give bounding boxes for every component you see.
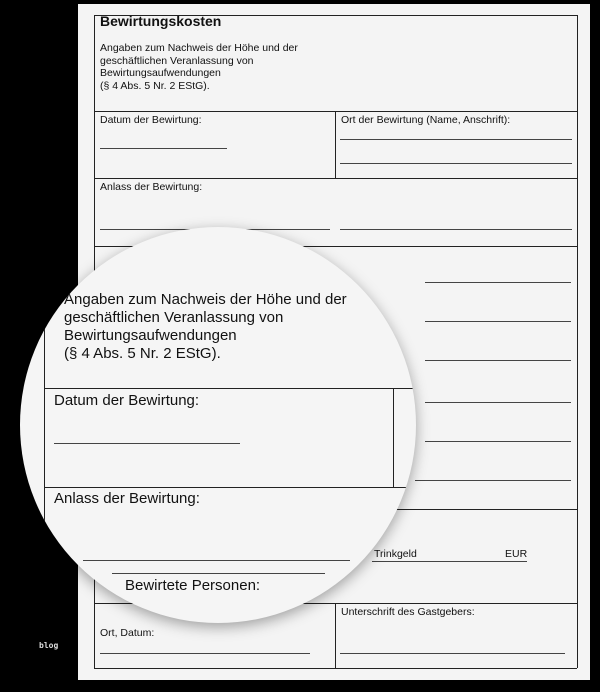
column-divider	[335, 111, 336, 178]
date-field[interactable]	[100, 148, 227, 149]
form-intro: Angaben zum Nachweis der Höhe und der geschäftlichen Veranlassung von Bewirtungsaufwendungen (§ 4 Abs. 5 Nr. 2 EStG).	[100, 42, 298, 92]
host-signature-field[interactable]	[340, 653, 565, 654]
place-date-field[interactable]	[100, 653, 310, 654]
magnified-occasion-label: Anlass der Bewirtung:	[54, 490, 200, 507]
place-field-line-2[interactable]	[340, 163, 572, 164]
column-divider	[335, 603, 336, 668]
magnified-date-label: Datum der Bewirtung:	[54, 392, 200, 409]
tip-amount-field[interactable]	[372, 561, 527, 562]
place-date-label: Ort, Datum:	[100, 627, 155, 639]
guests-line[interactable]	[425, 282, 571, 283]
border-bottom	[94, 668, 577, 669]
border-right	[577, 15, 578, 668]
guests-line[interactable]	[425, 441, 571, 442]
magnified-column-divider	[393, 388, 394, 487]
form-title: Bewirtungskosten	[100, 13, 222, 29]
guests-line[interactable]	[425, 360, 571, 361]
magnifier-lens	[20, 227, 416, 623]
host-signature-label: Unterschrift des Gastgebers:	[341, 606, 475, 618]
date-label: Datum der Bewirtung:	[100, 114, 202, 126]
place-label: Ort der Bewirtung (Name, Anschrift):	[341, 114, 511, 126]
magnified-occasion-line	[83, 560, 350, 561]
occasion-field-line-2[interactable]	[340, 229, 572, 230]
magnified-row-divider	[44, 388, 416, 389]
magnified-intro: Angaben zum Nachweis der Höhe und der geschäftlichen Veranlassung von Bewirtungsaufwendungen (§ 4 Abs. 5 Nr. 2 EStG).	[64, 291, 347, 362]
magnified-row-divider	[44, 487, 416, 488]
guests-line[interactable]	[425, 402, 571, 403]
currency-label: EUR	[505, 548, 528, 560]
guests-line[interactable]	[415, 480, 571, 481]
place-field-line-1[interactable]	[340, 139, 572, 140]
occasion-label: Anlass der Bewirtung:	[100, 181, 203, 193]
tip-label: Trinkgeld	[374, 548, 417, 560]
magnified-date-field	[54, 443, 240, 444]
magnified-border-left	[44, 227, 45, 623]
magnified-guests-label: Bewirtete Personen:	[125, 577, 261, 594]
guests-line[interactable]	[425, 321, 571, 322]
watermark: blog	[39, 641, 59, 650]
magnified-row-line	[112, 573, 325, 574]
row-divider	[94, 178, 577, 179]
